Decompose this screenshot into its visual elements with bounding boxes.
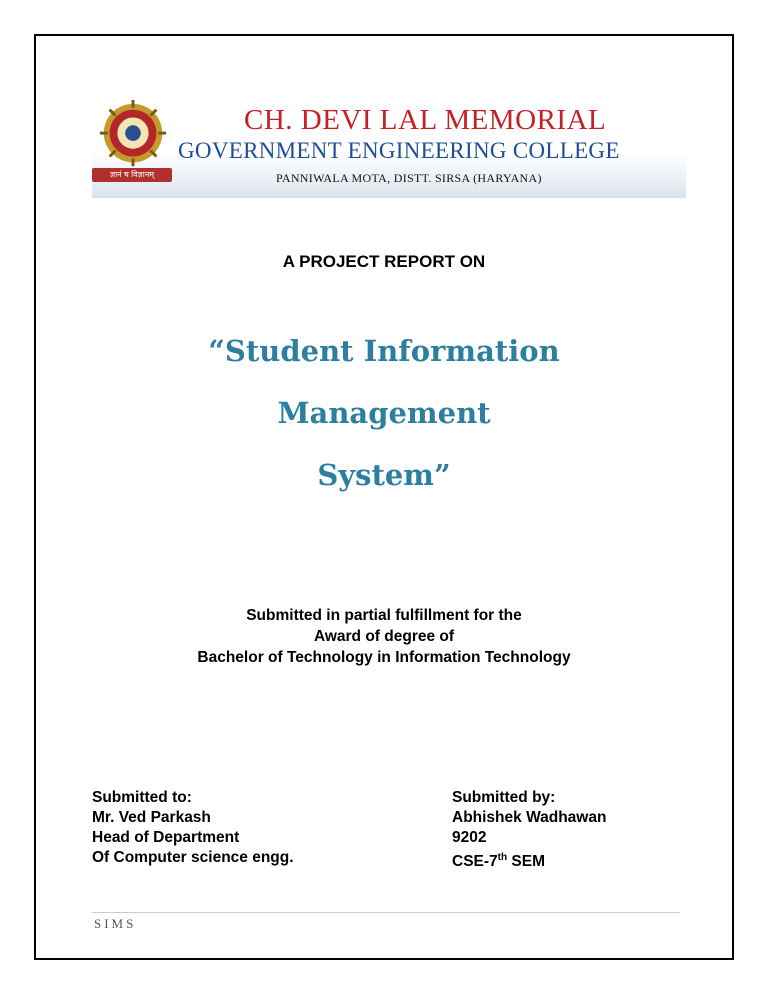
- college-motto: ज्ञानं च विज्ञानम्: [92, 168, 172, 182]
- project-title: [100, 320, 668, 506]
- submission-note: [0, 605, 768, 668]
- submission-line1: Submitted in partial fulfillment for the: [246, 607, 522, 624]
- guide-name: Mr. Ved Parkash: [92, 809, 211, 826]
- submitted-by-label: Submitted by:: [452, 789, 556, 806]
- class-superscript: th: [497, 852, 508, 863]
- guide-role: Head of Department: [92, 829, 240, 846]
- guide-department: Of Computer science engg.: [92, 849, 294, 866]
- class-suffix: SEM: [507, 853, 546, 871]
- submitted-to-block: [92, 788, 294, 868]
- class-prefix: CSE-7: [452, 853, 498, 871]
- college-emblem-icon: [94, 98, 172, 176]
- project-title-line2: System”: [317, 458, 451, 492]
- footer-text: SIMS: [94, 916, 137, 931]
- college-subname: GOVERNMENT ENGINEERING COLLEGE: [178, 138, 620, 163]
- college-location: PANNIWALA MOTA, DISTT. SIRSA (HARYANA): [276, 171, 542, 185]
- submission-line3: Bachelor of Technology in Information Technology: [197, 649, 571, 666]
- student-class: [452, 848, 606, 872]
- submitted-by-block: [452, 788, 606, 872]
- student-roll: 9202: [452, 829, 487, 846]
- college-name: CH. DEVI LAL MEMORIAL: [244, 104, 607, 136]
- student-name: Abhishek Wadhawan: [452, 809, 607, 826]
- project-title-line1: “Student Information Management: [208, 334, 560, 430]
- report-heading: A PROJECT REPORT ON: [282, 252, 486, 271]
- college-banner: [92, 96, 686, 198]
- submission-line2: Award of degree of: [313, 628, 455, 645]
- footer-divider: [92, 912, 680, 913]
- submitted-to-label: Submitted to:: [92, 789, 192, 806]
